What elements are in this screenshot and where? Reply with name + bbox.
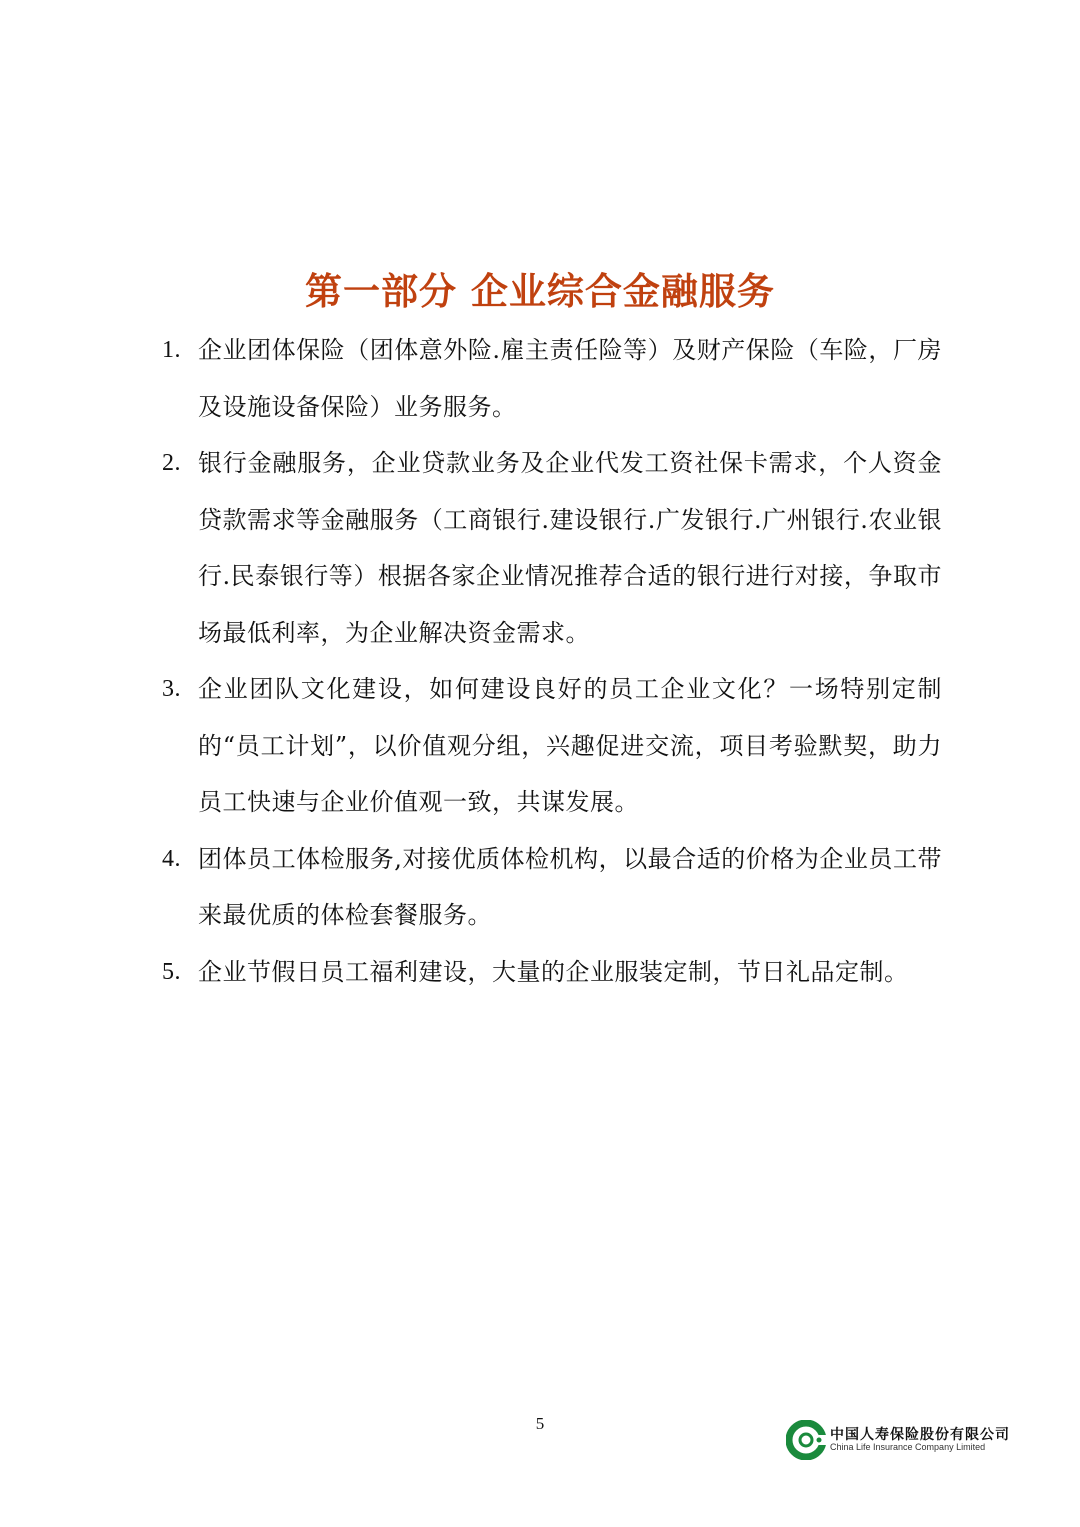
- item-text: 企业团队文化建设，如何建设良好的员工企业文化？一场特别定制的“员工计划”，以价值观分组，兴趣促进交流，项目考验默契，助力员工快速与企业价值观一致，共谋发展。: [198, 675, 942, 816]
- item-number: 4.: [162, 845, 181, 872]
- item-text: 企业团体保险（团体意外险.雇主责任险等）及财产保险（车险，厂房及设施设备保险）业务服务。: [198, 336, 942, 421]
- item-number: 3.: [162, 676, 181, 702]
- item-number: 2.: [162, 450, 181, 476]
- list-item: [162, 435, 942, 661]
- list-item: [162, 944, 942, 1001]
- item-number: 5.: [162, 958, 181, 985]
- china-life-logo-icon: [786, 1420, 826, 1460]
- item-text: 银行金融服务，企业贷款业务及企业代发工资社保卡需求，个人资金贷款需求等金融服务（工商银行.建设银行.广发银行.广州银行.农业银行.民泰银行等）根据各家企业情况推荐合适的银行进行对接，争取市场最低利率，为企业解决资金需求。: [198, 449, 942, 647]
- logo-english-name: China Life Insurance Company Limited: [830, 1442, 986, 1452]
- list-item: [162, 831, 942, 944]
- item-text: 企业节假日员工福利建设，大量的企业服装定制，节日礼品定制。: [198, 957, 909, 986]
- page-title: 第一部分 企业综合金融服务: [305, 270, 775, 313]
- service-list: [162, 322, 942, 1000]
- logo-chinese-name: 中国人寿保险股份有限公司: [830, 1427, 1010, 1443]
- item-number: 1.: [162, 337, 181, 363]
- item-text: 团体员工体检服务,对接优质体检机构，以最合适的价格为企业员工带来最优质的体检套餐服务。: [198, 844, 942, 929]
- list-item: [162, 661, 942, 831]
- page-number: 5: [535, 1414, 545, 1433]
- list-item: [162, 322, 942, 435]
- company-logo: [786, 1416, 1056, 1460]
